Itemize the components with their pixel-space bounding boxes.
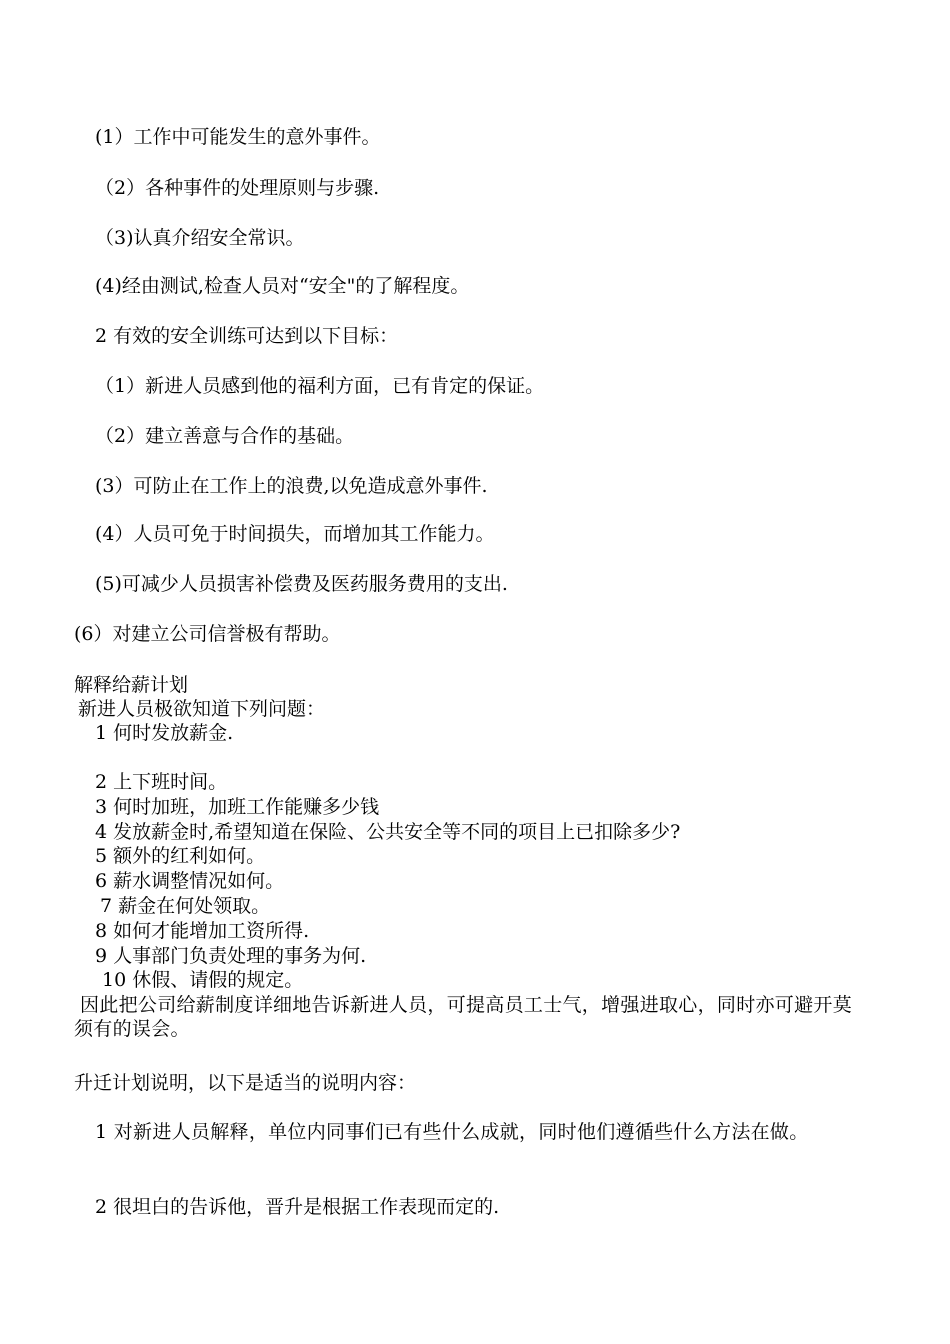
goal-item-2: （2）建立善意与合作的基础。	[95, 425, 355, 447]
pay-question-6: 6 薪水调整情况如何。	[95, 870, 285, 892]
promotion-item-1: 1 对新进人员解释，单位内同事们已有些什么成就，同时他们遵循些什么方法在做。	[95, 1121, 809, 1143]
pay-question-1: 1 何时发放薪金.	[95, 722, 234, 744]
pay-question-2: 2 上下班时间。	[95, 771, 228, 793]
pay-conclusion: 因此把公司给薪制度详细地告诉新进人员，可提高员工士气，增强进取心，同时亦可避开莫须有的误会。	[74, 994, 853, 1040]
goal-item-1: （1）新进人员感到他的福利方面，已有肯定的保证。	[95, 375, 545, 397]
goal-item-4: (4）人员可免于时间损失，而增加其工作能力。	[95, 523, 495, 545]
goal-item-6: (6）对建立公司信誉极有帮助。	[74, 623, 341, 645]
safety-item-3: （3)认真介绍安全常识。	[95, 227, 305, 249]
pay-intro: 新进人员极欲知道下列问题：	[78, 698, 326, 720]
safety-item-4: (4)经由测试,检查人员对“安全"的了解程度。	[95, 275, 470, 297]
pay-question-8: 8 如何才能增加工资所得.	[95, 920, 310, 942]
promotion-heading: 升迁计划说明，以下是适当的说明内容：	[74, 1072, 417, 1094]
training-goals-heading: 2 有效的安全训练可达到以下目标：	[95, 325, 399, 347]
pay-question-4: 4 发放薪金时,希望知道在保险、公共安全等不同的项目上已扣除多少?	[95, 821, 681, 843]
pay-question-5: 5 额外的红利如何。	[95, 845, 266, 867]
pay-question-7: 7 薪金在何处领取。	[100, 895, 271, 917]
pay-question-3: 3 何时加班，加班工作能赚多少钱	[95, 796, 380, 818]
pay-heading: 解释给薪计划	[74, 674, 189, 696]
goal-item-3: (3）可防止在工作上的浪费,以免造成意外事件.	[95, 475, 488, 497]
safety-item-2: （2）各种事件的处理原则与步骤.	[95, 177, 380, 199]
promotion-item-2: 2 很坦白的告诉他，晋升是根据工作表现而定的.	[95, 1196, 500, 1218]
goal-item-5: (5)可减少人员损害补偿费及医药服务费用的支出.	[95, 573, 508, 595]
safety-item-1: (1）工作中可能发生的意外事件。	[95, 126, 381, 148]
pay-question-10: 10 休假、请假的规定。	[102, 969, 304, 991]
pay-question-9: 9 人事部门负责处理的事务为何.	[95, 945, 367, 967]
